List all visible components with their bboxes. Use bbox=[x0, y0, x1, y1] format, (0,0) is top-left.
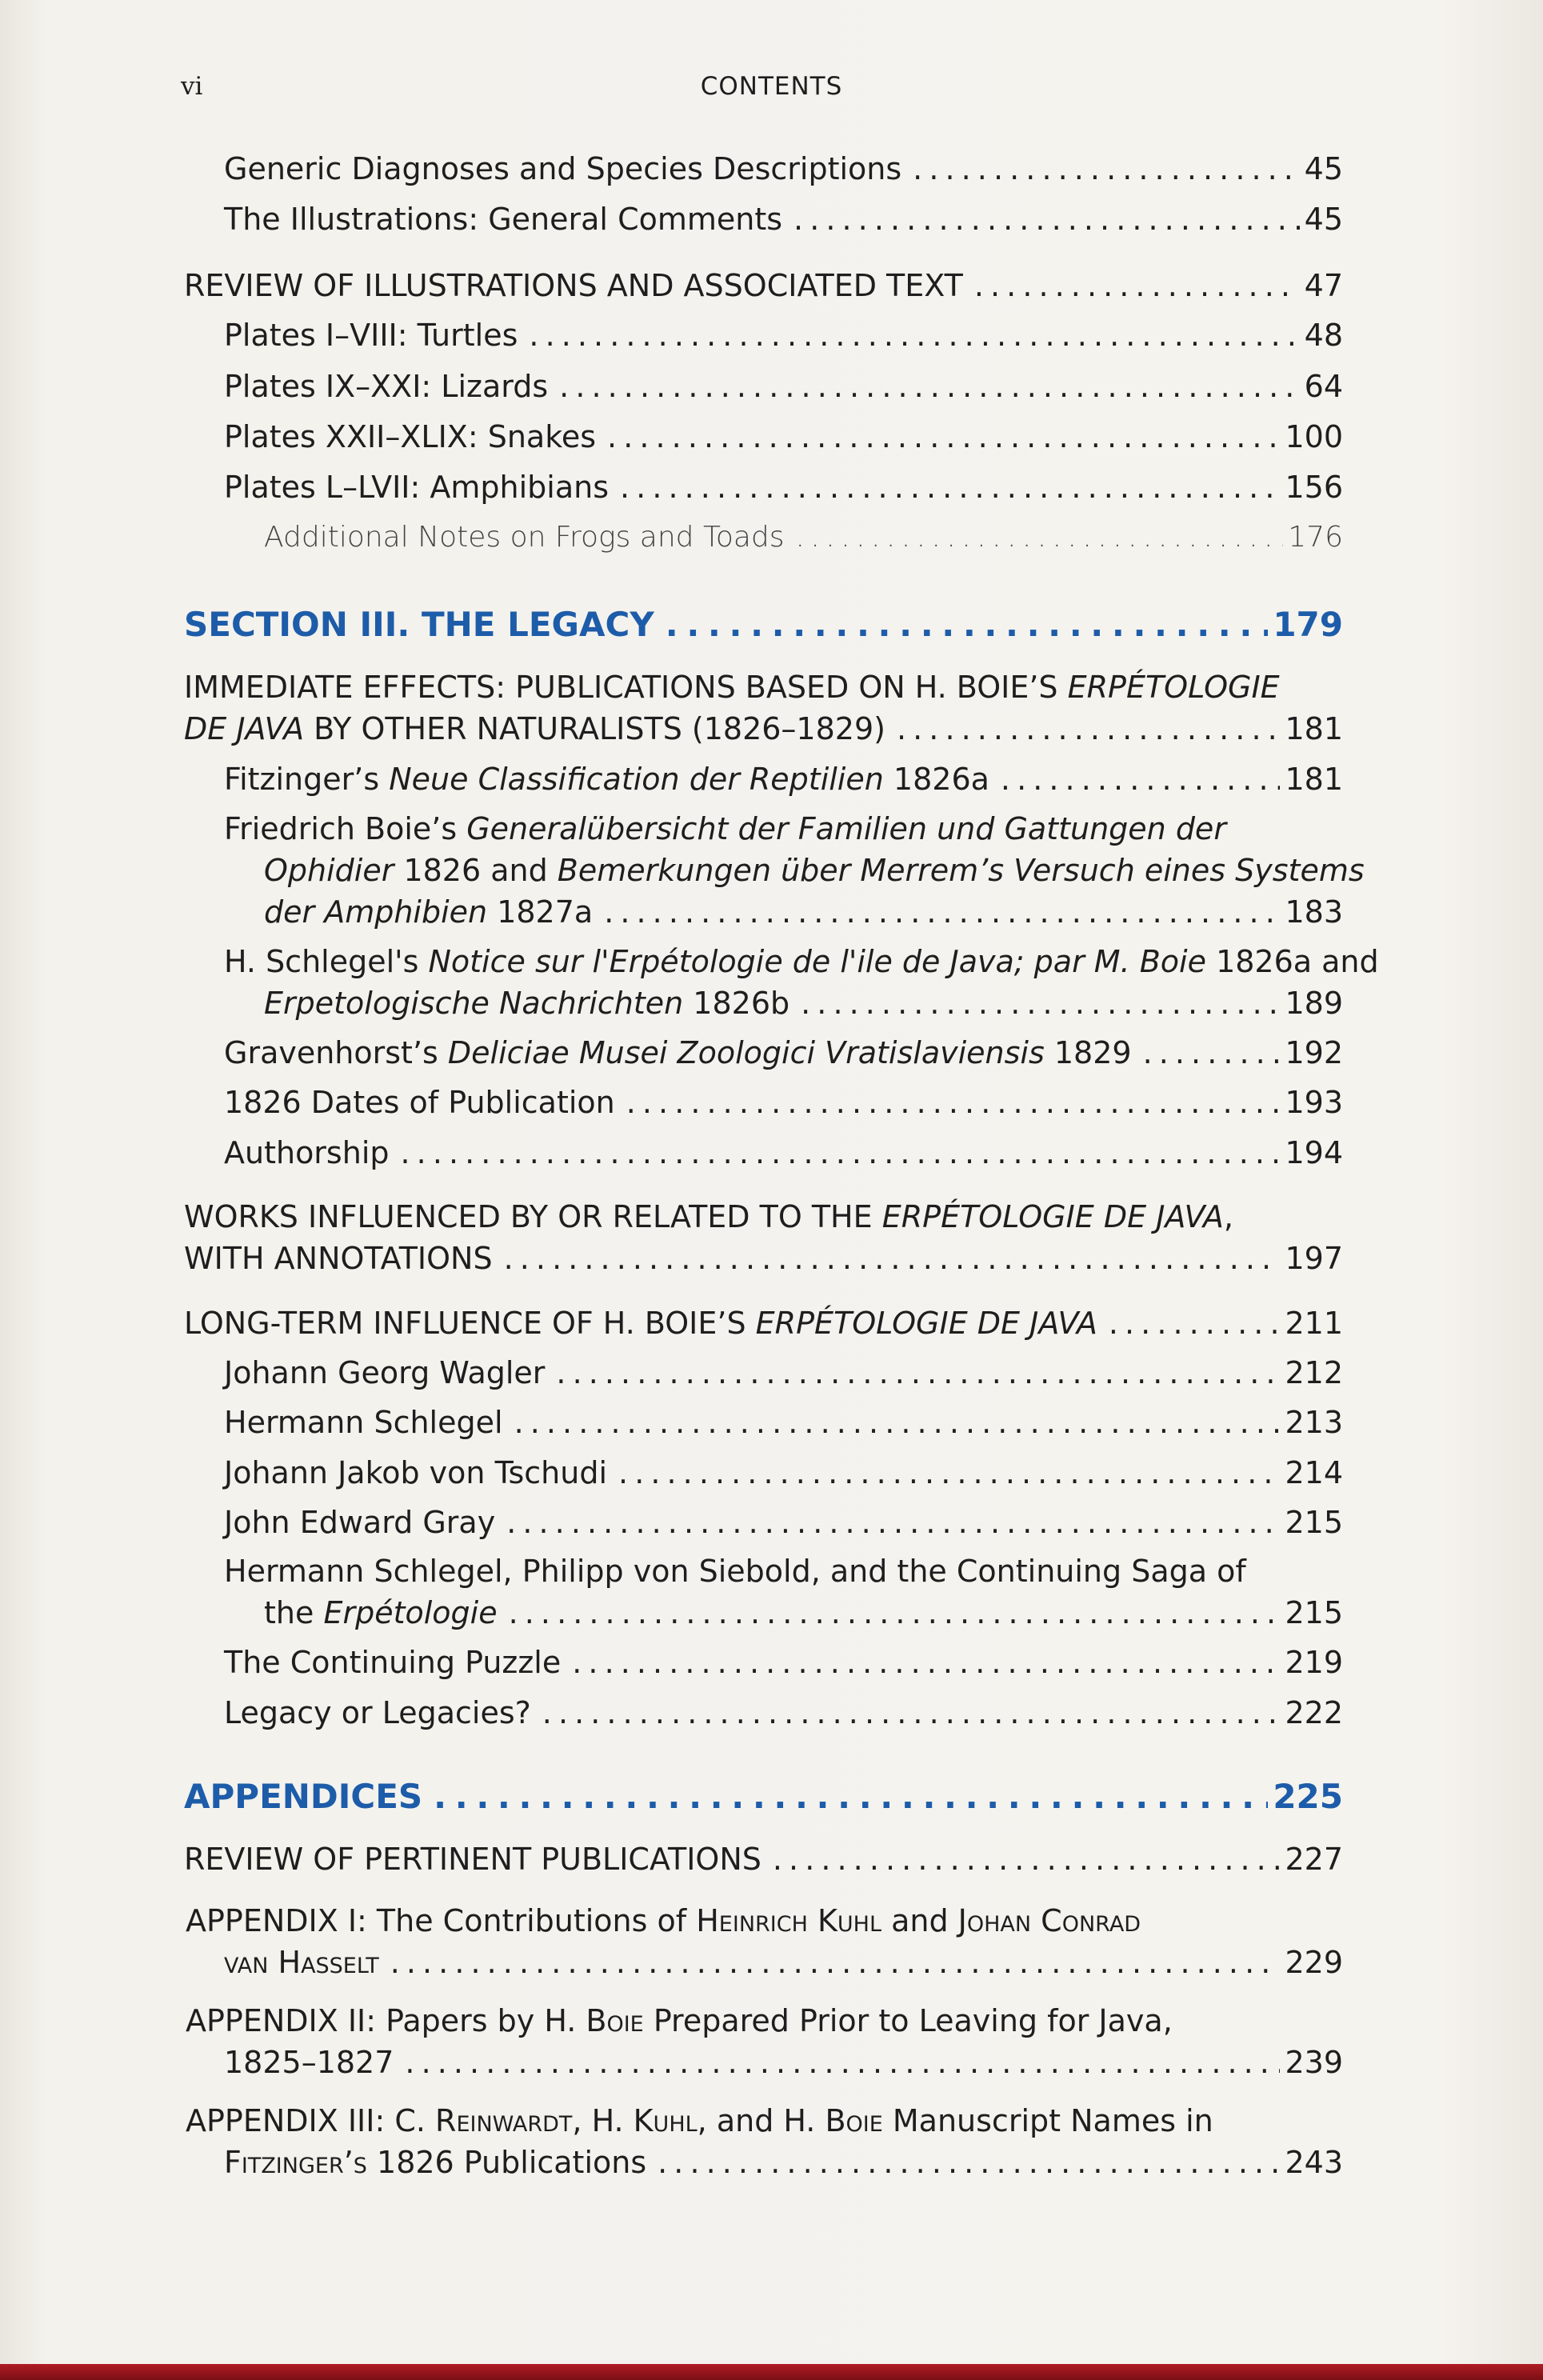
dot-leader bbox=[401, 1132, 1281, 1174]
toc-page-number: 227 bbox=[1285, 1842, 1343, 1877]
dot-leader bbox=[658, 2142, 1280, 2183]
dot-leader bbox=[434, 1776, 1268, 1818]
toc-entry-title: Plates I–VIII: Turtles bbox=[224, 318, 518, 353]
toc-page-number: 192 bbox=[1285, 1035, 1343, 1070]
dot-leader bbox=[618, 1452, 1280, 1494]
toc-entry-title-line: APPENDIX III: C. Reinwardt, H. Kuhl, and H. Boie Manuscript Names in bbox=[186, 2103, 1213, 2138]
toc-entry-title: Legacy or Legacies? bbox=[224, 1695, 531, 1730]
dot-leader bbox=[572, 1642, 1280, 1683]
toc-entry-title-line: IMMEDIATE EFFECTS: PUBLICATIONS BASED ON H. BOIE’S ERPÉTOLOGIE bbox=[184, 670, 1280, 705]
toc-entry-title: Johann Jakob von Tschudi bbox=[224, 1455, 608, 1490]
toc-entry-title-line: APPENDIX II: Papers by H. Boie Prepared Prior to Leaving for Java, bbox=[186, 2003, 1173, 2038]
dot-leader bbox=[556, 1352, 1280, 1394]
toc-page-number: 100 bbox=[1285, 419, 1343, 454]
toc-page-number: 64 bbox=[1304, 369, 1343, 404]
toc-page-number: 219 bbox=[1285, 1645, 1343, 1680]
toc-entry-title: Plates IX–XXI: Lizards bbox=[224, 369, 549, 404]
toc-entry-title: WITH ANNOTATIONS bbox=[184, 1241, 493, 1276]
dot-leader bbox=[1001, 758, 1281, 800]
toc-page-number: 45 bbox=[1304, 202, 1343, 237]
dot-leader bbox=[1109, 1302, 1281, 1344]
toc-entry-title-line: H. Schlegel's Notice sur l'Erpétologie de l'ile de Java; par M. Boie 1826a and bbox=[224, 944, 1379, 979]
toc-entry-title: The Continuing Puzzle bbox=[224, 1645, 562, 1680]
toc-page-number: 193 bbox=[1285, 1085, 1343, 1120]
toc-page-number: 189 bbox=[1285, 986, 1343, 1021]
toc-entry-title: The Illustrations: General Comments bbox=[224, 202, 783, 237]
toc-entry-title: DE JAVA BY OTHER NATURALISTS (1826–1829) bbox=[184, 711, 885, 746]
toc-page-number: 214 bbox=[1285, 1455, 1343, 1490]
dot-leader bbox=[796, 517, 1284, 558]
toc-entry-title-line: Friedrich Boie’s Generalübersicht der Familien und Gattungen der bbox=[224, 811, 1226, 846]
toc-entry-title-line: APPENDIX I: The Contributions of Heinrich Kuhl and Johan Conrad bbox=[186, 1903, 1141, 1938]
toc-entry-title: Authorship bbox=[224, 1135, 390, 1170]
toc-page-number: 225 bbox=[1273, 1777, 1343, 1816]
toc-page-number: 179 bbox=[1273, 605, 1343, 644]
toc-entry-title: Hermann Schlegel bbox=[224, 1405, 503, 1440]
toc-page-number: 197 bbox=[1285, 1241, 1343, 1276]
dot-leader bbox=[604, 891, 1280, 933]
dot-leader bbox=[529, 314, 1299, 356]
toc-entry-title: Plates L–LVII: Amphibians bbox=[224, 470, 609, 505]
toc-entry-title: der Amphibien 1827a bbox=[264, 894, 594, 930]
toc-entry-title: Erpetologische Nachrichten 1826b bbox=[264, 986, 790, 1021]
toc-entry-title: LONG-TERM INFLUENCE OF H. BOIE’S ERPÉTOLOGIE DE JAVA bbox=[184, 1306, 1097, 1341]
toc-entry-title: van Hasselt bbox=[224, 1945, 379, 1980]
toc-page-number: 181 bbox=[1285, 711, 1343, 746]
dot-leader bbox=[620, 466, 1280, 508]
toc-page-number: 215 bbox=[1285, 1505, 1343, 1540]
toc-page-number: 194 bbox=[1285, 1135, 1343, 1170]
dot-leader bbox=[607, 416, 1280, 458]
toc-entry-title: John Edward Gray bbox=[224, 1505, 496, 1540]
dot-leader bbox=[793, 198, 1300, 240]
dot-leader bbox=[666, 604, 1269, 646]
toc-page-number: 48 bbox=[1304, 318, 1343, 353]
toc-page-number: 229 bbox=[1285, 1945, 1343, 1980]
toc-page-number: 243 bbox=[1285, 2145, 1343, 2180]
page-header bbox=[0, 72, 1543, 110]
running-head: CONTENTS bbox=[700, 72, 843, 101]
dot-leader bbox=[390, 1942, 1281, 1983]
toc-page-number: 211 bbox=[1285, 1306, 1343, 1341]
dot-leader bbox=[559, 366, 1299, 407]
toc-page-number: 213 bbox=[1285, 1405, 1343, 1440]
toc-entry-title: REVIEW OF PERTINENT PUBLICATIONS bbox=[184, 1842, 762, 1877]
toc-entry-title-line: Hermann Schlegel, Philipp von Siebold, and the Continuing Saga of bbox=[224, 1554, 1246, 1589]
toc-entry-title-line: WORKS INFLUENCED BY OR RELATED TO THE ERPÉTOLOGIE DE JAVA, bbox=[184, 1199, 1234, 1234]
dot-leader bbox=[773, 1838, 1281, 1880]
toc-page-number: 176 bbox=[1288, 521, 1343, 554]
toc-page-number: 156 bbox=[1285, 470, 1343, 505]
toc-page-number: 183 bbox=[1285, 894, 1343, 930]
toc-page-number: 181 bbox=[1285, 762, 1343, 797]
toc-page-number: 45 bbox=[1304, 151, 1343, 186]
toc-entry-title: Additional Notes on Frogs and Toads bbox=[264, 521, 785, 554]
toc-entry-title: 1825–1827 bbox=[224, 2045, 394, 2080]
dot-leader bbox=[542, 1692, 1281, 1734]
toc-page-number: 222 bbox=[1285, 1695, 1343, 1730]
dot-leader bbox=[405, 2042, 1280, 2083]
toc-entry-title: Johann Georg Wagler bbox=[224, 1355, 546, 1390]
dot-leader bbox=[506, 1502, 1280, 1543]
dot-leader bbox=[897, 708, 1281, 750]
toc-entry-title: Fitzinger’s 1826 Publications bbox=[224, 2145, 647, 2180]
toc-entry-title: SECTION III. THE LEGACY bbox=[184, 605, 654, 644]
dot-leader bbox=[509, 1592, 1281, 1634]
page-number: vi bbox=[181, 72, 203, 101]
toc-entry-title: APPENDICES bbox=[184, 1777, 423, 1816]
dot-leader bbox=[514, 1402, 1281, 1443]
dot-leader bbox=[1143, 1032, 1281, 1074]
dot-leader bbox=[974, 265, 1300, 306]
dot-leader bbox=[626, 1082, 1281, 1123]
dot-leader bbox=[801, 982, 1280, 1024]
dot-leader bbox=[913, 148, 1299, 190]
toc-entry-title: 1826 Dates of Publication bbox=[224, 1085, 615, 1120]
toc-entry-title: Plates XXII–XLIX: Snakes bbox=[224, 419, 597, 454]
bottom-color-band bbox=[0, 2364, 1543, 2380]
toc-entry-title: the Erpétologie bbox=[264, 1595, 498, 1630]
toc-entry-title: REVIEW OF ILLUSTRATIONS AND ASSOCIATED TEXT bbox=[184, 268, 963, 303]
toc-entry-title: Generic Diagnoses and Species Descriptions bbox=[224, 151, 902, 186]
toc-page-number: 215 bbox=[1285, 1595, 1343, 1630]
toc-page-number: 47 bbox=[1304, 268, 1343, 303]
toc-entry-title-line: Ophidier 1826 and Bemerkungen über Merrem’s Versuch eines Systems bbox=[264, 853, 1365, 888]
dot-leader bbox=[504, 1238, 1281, 1279]
toc-entry-title: Gravenhorst’s Deliciae Musei Zoologici Vratislaviensis 1829 bbox=[224, 1035, 1132, 1070]
toc-page-number: 212 bbox=[1285, 1355, 1343, 1390]
toc-entry-title: Fitzinger’s Neue Classification der Reptilien 1826a bbox=[224, 762, 989, 797]
toc-page-number: 239 bbox=[1285, 2045, 1343, 2080]
